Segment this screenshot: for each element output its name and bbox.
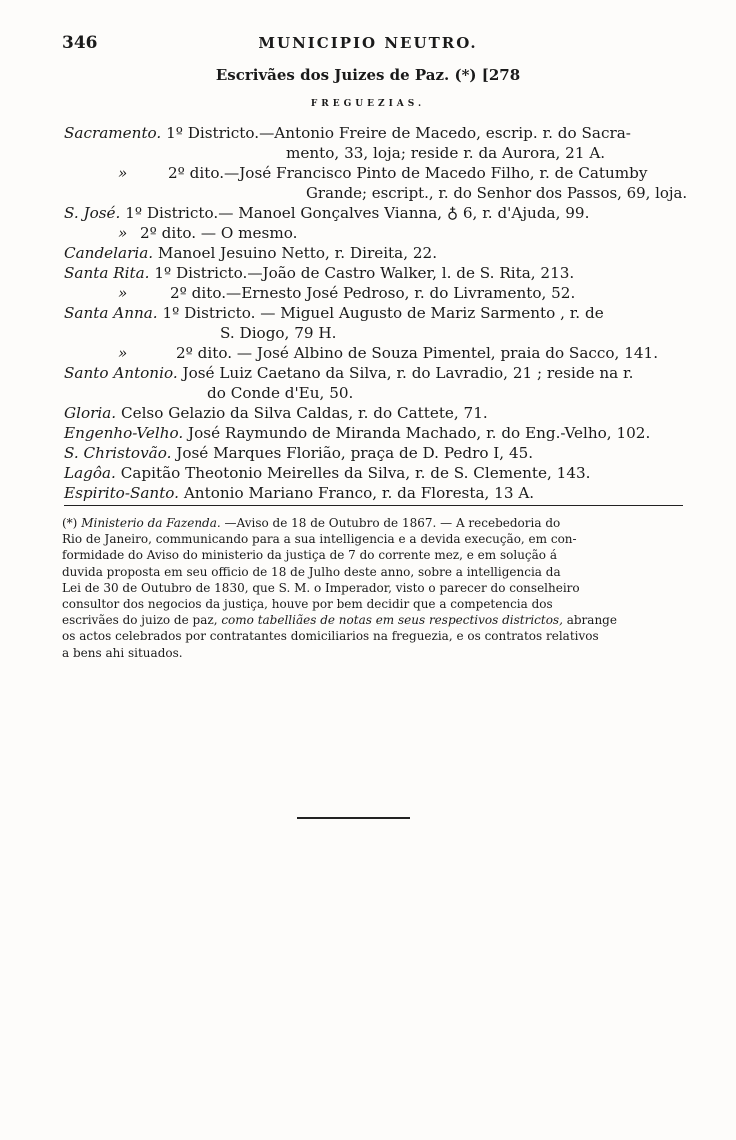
subheading: FREGUEZIAS. [310,99,426,109]
entry-text: José Luiz Caetano da Silva, r. do Lavradio, 21 ; reside na r. [177,364,634,382]
parish-name: Sacramento. [64,124,162,142]
list-item [64,263,688,283]
entry-text: José Marques Florião, praça de D. Pedro I, 45. [171,444,534,462]
entry-text: 2º dito.—Ernesto José Pedroso, r. do Livramento, 52. [170,284,576,302]
list-item [64,183,688,203]
footnote-line [62,564,686,580]
list-item [64,303,688,323]
entry-text: 1º Districto. — Miguel Augusto de Mariz Sarmento , r. de [157,304,604,322]
list-item [64,463,688,483]
entry-text: Celso Gelazio da Silva Caldas, r. do Cattete, 71. [116,404,488,422]
entry-text: 1º Districto.—João de Castro Walker, l. de S. Rita, 213. [149,264,575,282]
list-item [64,243,688,263]
footnote-text: a bens ahi situados. [62,645,183,660]
ditto-mark: » [118,224,128,242]
entry-text: 1º Districto.—Antonio Freire de Macedo, escrip. r. do Sacra- [161,124,631,142]
parish-name: Espirito-Santo. [64,484,180,502]
list-item [64,403,688,423]
footnote-line [62,531,686,547]
footnote-text: abrange [562,613,617,628]
footnote-text: Lei de 30 de Outubro de 1830, que S. M. o Imperador, visto o parecer do conselheiro [62,580,580,595]
parish-name: Candelaria. [64,244,154,262]
footnote-line [62,645,686,661]
entry-text: Antonio Mariano Franco, r. da Floresta, 13 A. [179,484,535,502]
page-number: 346 [62,33,98,53]
parish-name: Santa Rita. [64,264,150,282]
list-item [64,283,688,303]
footnote [62,515,686,661]
footnote-text: —Aviso de 18 de Outubro de 1867. — A recebedoria do [220,516,561,530]
parish-name: S. Christovão. [64,444,172,462]
parish-name: Santa Anna. [64,304,158,322]
entry-list [64,123,688,503]
entry-text: do Conde d'Eu, 50. [207,384,354,402]
parish-name: Gloria. [64,404,117,422]
entry-text: Grande; escript., r. do Senhor dos Passos, 69, loja. [306,184,688,202]
list-item [64,163,688,183]
entry-text: mento, 33, loja; reside r. da Aurora, 21 A. [286,144,606,162]
entry-text: 2º dito.—José Francisco Pinto de Macedo Filho, r. de Catumby [168,164,648,182]
divider [64,505,683,506]
list-item [64,123,688,143]
parish-name: Lagôa. [64,464,116,482]
footnote-line [62,515,686,531]
ditto-mark: » [118,284,128,302]
ditto-mark: » [118,164,128,182]
section-title: Escrivães dos Juizes de Paz. (*) [278 [215,66,521,84]
footnote-text: escrivães do juizo de paz, [62,613,222,628]
running-head: MUNICIPIO NEUTRO. [258,34,478,52]
footnote-line [62,612,686,628]
footnote-italic: Ministerio da Fazenda. [81,516,221,530]
ditto-mark: » [118,344,128,362]
entry-text: 1º Districto.— Manoel Gonçalves Vianna, ♁ 6, r. d'Ajuda, 99. [120,204,590,222]
list-item [64,363,688,383]
footnote-text: formidade do Aviso do ministerio da justiça de 7 do corrente mez, e em solução á [62,548,557,563]
end-rule [297,817,410,819]
entry-text: Capitão Theotonio Meirelles da Silva, r. de S. Clemente, 143. [115,464,591,482]
footnote-line [62,580,686,596]
parish-name: Engenho-Velho. [64,424,184,442]
footnote-line [62,628,686,644]
parish-name: Santo Antonio. [64,364,178,382]
entry-text: Manoel Jesuino Netto, r. Direita, 22. [153,244,438,262]
list-item [64,223,688,243]
footnote-text: consultor dos negocios da justiça, houve por bem decidir que a competencia dos [62,597,553,612]
list-item [64,143,688,163]
list-item [64,483,688,503]
entry-text: José Raymundo de Miranda Machado, r. do Eng.-Velho, 102. [183,424,651,442]
list-item [64,423,688,443]
entry-text: S. Diogo, 79 H. [220,324,337,342]
footnote-italic: como tabelliães de notas em seus respectivos districtos, [221,613,563,628]
parish-name: S. José. [64,204,121,222]
footnote-text: duvida proposta em seu officio de 18 de Julho deste anno, sobre a intelligencia da [62,564,561,579]
footnote-text: (*) [62,516,82,530]
list-item [64,323,688,343]
footnote-line [62,596,686,612]
footnote-text: os actos celebrados por contratantes domiciliarios na freguezia, e os contratos relativos [62,629,599,644]
footnote-text: Rio de Janeiro, communicando para a sua intelligencia e a devida execução, em con- [62,532,577,547]
list-item [64,383,688,403]
list-item [64,443,688,463]
entry-text: 2º dito. — José Albino de Souza Pimentel, praia do Sacco, 141. [176,344,659,362]
list-item [64,343,688,363]
entry-text: 2º dito. — O mesmo. [140,224,298,242]
list-item [64,203,688,223]
footnote-line [62,547,686,563]
